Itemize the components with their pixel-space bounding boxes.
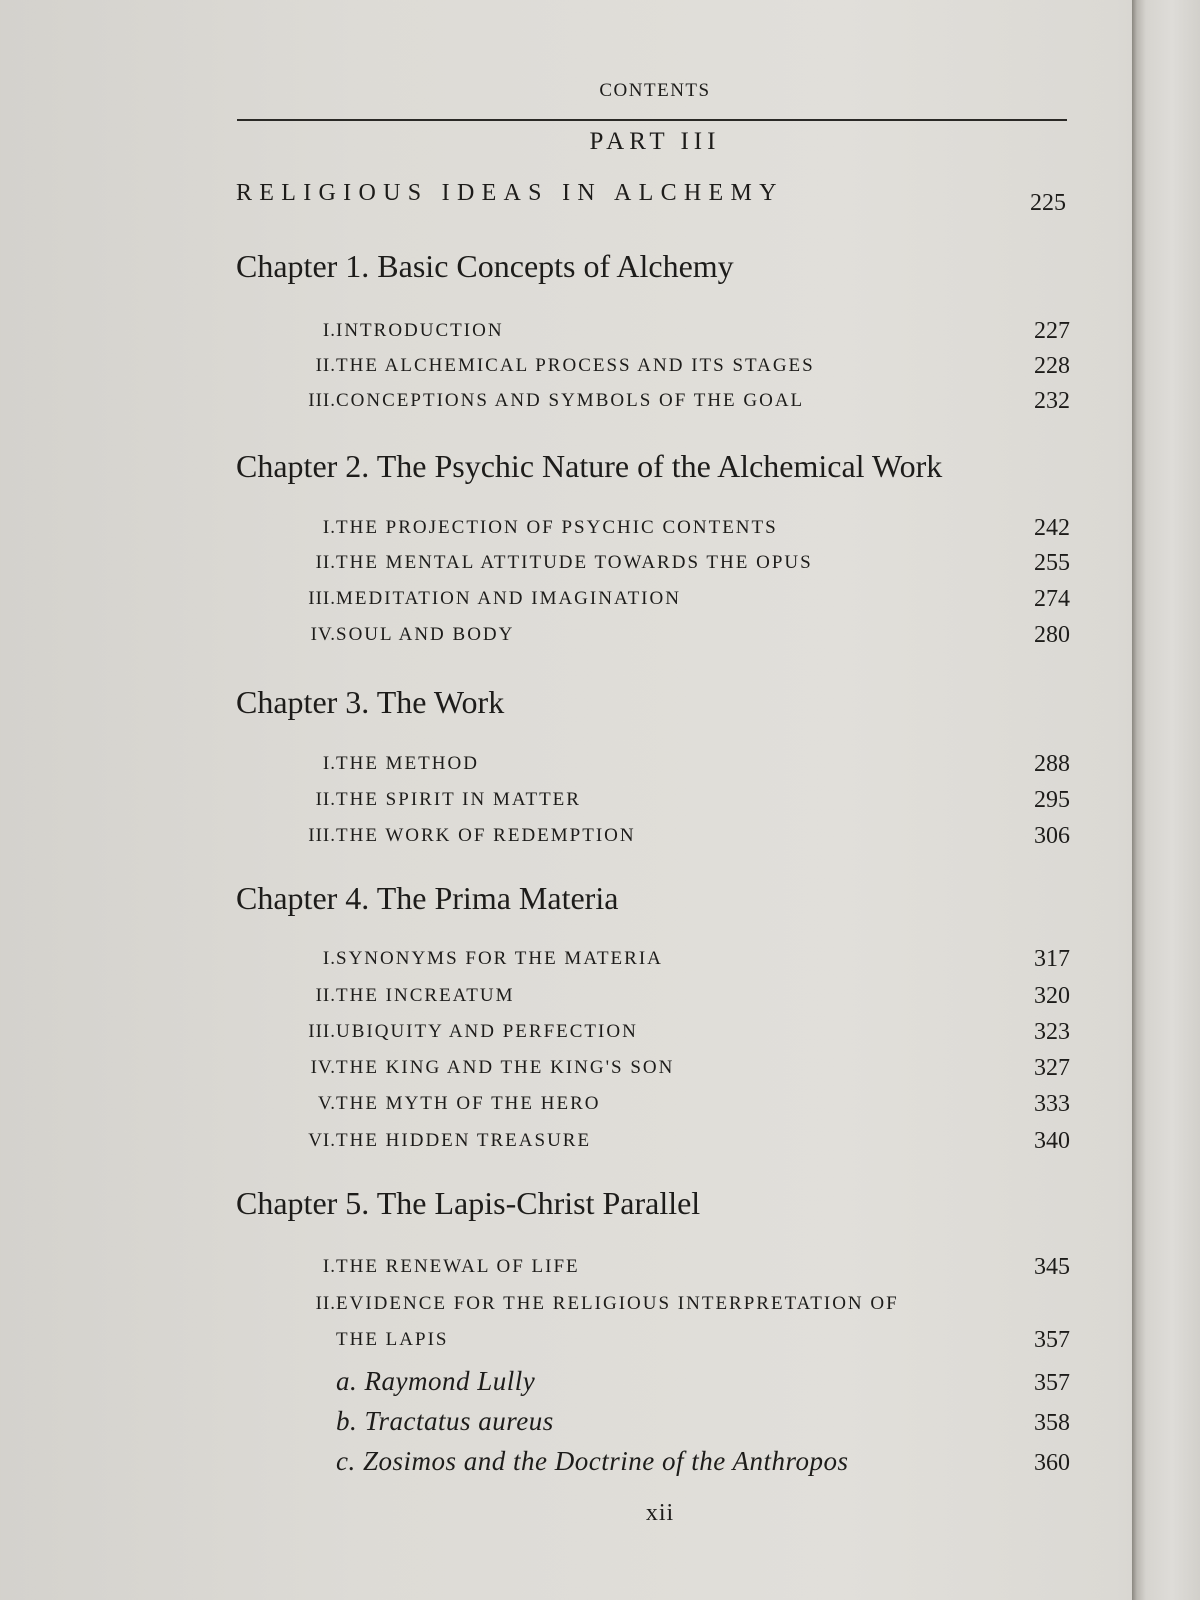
entry-numeral: I. xyxy=(322,320,336,341)
entry-page-number: 345 xyxy=(1034,1254,1070,1280)
toc-entry xyxy=(236,1130,1070,1160)
entry-numeral: II. xyxy=(315,789,336,810)
toc-entry xyxy=(236,1293,1070,1323)
subentry-label: b. Tractatus aureus xyxy=(336,1406,554,1436)
entry-label: THE WORK OF REDEMPTION xyxy=(336,825,636,846)
entry-label: THE RENEWAL OF LIFE xyxy=(336,1256,580,1277)
subentry-page-number: 357 xyxy=(1034,1370,1070,1396)
entry-numeral: I. xyxy=(322,753,336,774)
running-head: CONTENTS xyxy=(599,80,711,101)
entry-numeral: VI. xyxy=(308,1130,336,1151)
toc-entry xyxy=(236,789,1070,819)
chapter-2-title: Chapter 2. The Psychic Nature of the Alchemical Work xyxy=(236,448,943,484)
part-label: PART III xyxy=(589,128,721,155)
page-folio: xii xyxy=(645,1500,675,1526)
entry-numeral: II. xyxy=(315,355,336,376)
toc-subentry xyxy=(236,1366,1070,1402)
entry-label: UBIQUITY AND PERFECTION xyxy=(336,1021,638,1042)
entry-page-number: 280 xyxy=(1034,622,1070,648)
entry-numeral: III. xyxy=(308,825,336,846)
entry-numeral: III. xyxy=(308,588,336,609)
toc-entry xyxy=(236,985,1070,1015)
entry-numeral: II. xyxy=(315,1293,336,1314)
toc-entry xyxy=(236,624,1070,654)
entry-numeral: IV. xyxy=(310,624,336,645)
toc-entry xyxy=(236,825,1070,855)
toc-entry xyxy=(236,1057,1070,1087)
entry-label: CONCEPTIONS AND SYMBOLS OF THE GOAL xyxy=(336,390,805,411)
entry-page-number: 295 xyxy=(1034,787,1070,813)
entry-label: THE ALCHEMICAL PROCESS AND ITS STAGES xyxy=(336,355,815,376)
toc-entry xyxy=(236,588,1070,618)
entry-label: THE PROJECTION OF PSYCHIC CONTENTS xyxy=(336,517,778,538)
entry-label: THE MYTH OF THE HERO xyxy=(336,1093,601,1114)
entry-numeral: V. xyxy=(317,1093,336,1114)
entry-page-number: 288 xyxy=(1034,751,1070,777)
toc-entry xyxy=(236,753,1070,783)
entry-page-number: 317 xyxy=(1034,946,1070,972)
toc-subentry xyxy=(236,1446,1070,1482)
chapter-5-title: Chapter 5. The Lapis-Christ Parallel xyxy=(236,1185,701,1221)
part-page-number: 225 xyxy=(1030,190,1066,216)
entry-label: MEDITATION AND IMAGINATION xyxy=(336,588,681,609)
toc-entry xyxy=(236,355,1070,385)
entry-page-number: 333 xyxy=(1034,1091,1070,1117)
entry-numeral: III. xyxy=(308,1021,336,1042)
entry-page-number: 274 xyxy=(1034,586,1070,612)
entry-page-number: 327 xyxy=(1034,1055,1070,1081)
entry-page-number: 228 xyxy=(1034,353,1070,379)
entry-page-number: 306 xyxy=(1034,823,1070,849)
chapter-3-title: Chapter 3. The Work xyxy=(236,684,505,720)
subentry-label: a. Raymond Lully xyxy=(336,1366,536,1396)
entry-label: THE SPIRIT IN MATTER xyxy=(336,789,581,810)
toc-entry-continuation xyxy=(236,1329,1070,1359)
toc-entry xyxy=(236,390,1070,420)
header-rule xyxy=(237,119,1067,121)
subentry-page-number: 360 xyxy=(1034,1450,1070,1476)
chapter-4-title: Chapter 4. The Prima Materia xyxy=(236,880,619,916)
entry-numeral: I. xyxy=(322,948,336,969)
entry-label: EVIDENCE FOR THE RELIGIOUS INTERPRETATION OF xyxy=(336,1293,899,1314)
entry-numeral: II. xyxy=(315,985,336,1006)
subentry-page-number: 358 xyxy=(1034,1410,1070,1436)
part-title: RELIGIOUS IDEAS IN ALCHEMY xyxy=(236,180,784,206)
entry-page-number: 255 xyxy=(1034,550,1070,576)
page-edge xyxy=(1132,0,1200,1600)
toc-entry xyxy=(236,1256,1070,1286)
entry-label: THE MENTAL ATTITUDE TOWARDS THE OPUS xyxy=(336,552,813,573)
entry-numeral: IV. xyxy=(310,1057,336,1078)
toc-entry xyxy=(236,517,1070,547)
entry-numeral: I. xyxy=(322,1256,336,1277)
entry-label: SYNONYMS FOR THE MATERIA xyxy=(336,948,663,969)
entry-page-number: 323 xyxy=(1034,1019,1070,1045)
entry-label: THE HIDDEN TREASURE xyxy=(336,1130,592,1151)
toc-entry xyxy=(236,320,1070,350)
toc-entry xyxy=(236,552,1070,582)
toc-subentry xyxy=(236,1406,1070,1442)
entry-label: THE LAPIS xyxy=(336,1329,449,1350)
entry-page-number: 227 xyxy=(1034,318,1070,344)
toc-entry xyxy=(236,1021,1070,1051)
chapter-1-title: Chapter 1. Basic Concepts of Alchemy xyxy=(236,248,734,284)
subentry-label: c. Zosimos and the Doctrine of the Anthropos xyxy=(336,1446,849,1476)
entry-numeral: III. xyxy=(308,390,336,411)
entry-label: THE KING AND THE KING'S SON xyxy=(336,1057,675,1078)
entry-page-number: 340 xyxy=(1034,1128,1070,1154)
entry-page-number: 232 xyxy=(1034,388,1070,414)
toc-entry xyxy=(236,948,1070,978)
entry-page-number: 357 xyxy=(1034,1327,1070,1353)
entry-numeral: I. xyxy=(322,517,336,538)
toc-entry xyxy=(236,1093,1070,1123)
entry-label: THE METHOD xyxy=(336,753,479,774)
entry-page-number: 242 xyxy=(1034,515,1070,541)
entry-page-number: 320 xyxy=(1034,983,1070,1009)
entry-numeral: II. xyxy=(315,552,336,573)
entry-label: INTRODUCTION xyxy=(336,320,504,341)
entry-label: SOUL AND BODY xyxy=(336,624,515,645)
entry-label: THE INCREATUM xyxy=(336,985,515,1006)
